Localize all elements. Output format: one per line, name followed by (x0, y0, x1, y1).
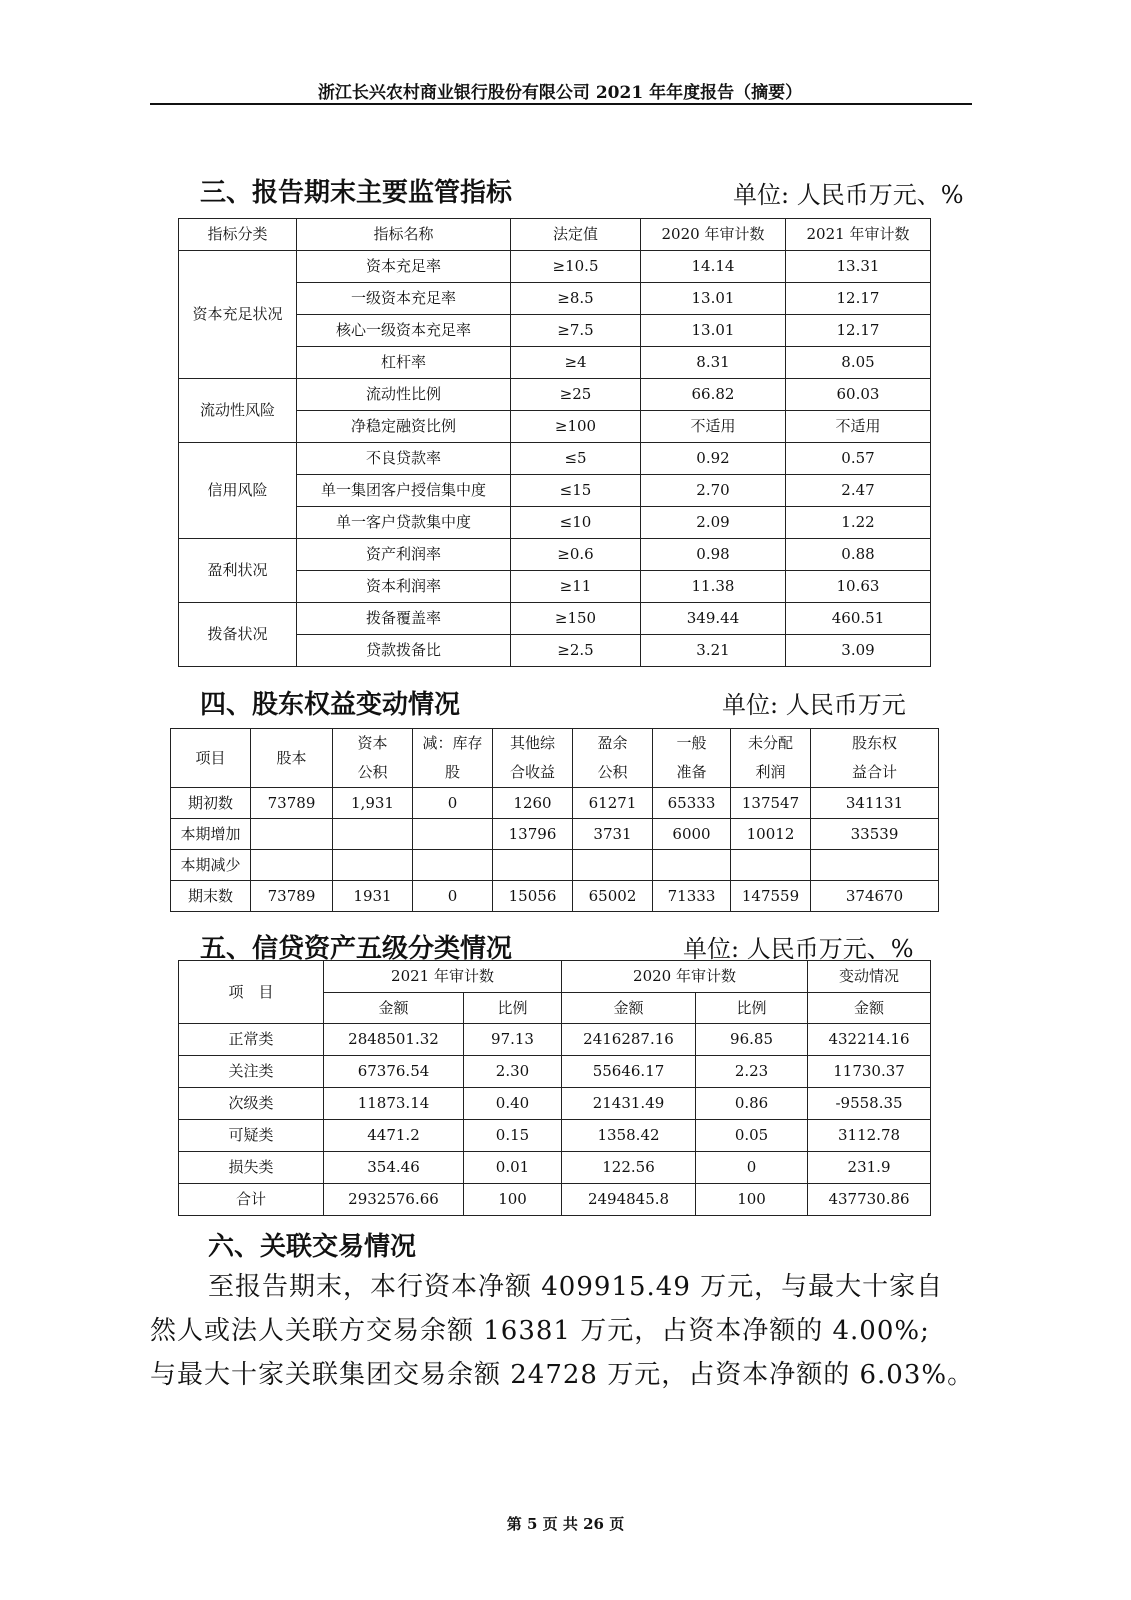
cell-y2021: 3.09 (786, 635, 931, 667)
section4-unit: 单位: 人民币万元 (722, 691, 906, 719)
column-header (171, 729, 251, 788)
row-label: 关注类 (179, 1056, 324, 1088)
table-row (171, 819, 939, 850)
column-header: 指标名称 (297, 219, 511, 251)
table-cell (731, 850, 811, 881)
column-header-line: 股本 (276, 749, 307, 767)
column-header-line: 其他综 (509, 734, 555, 752)
column-header (493, 729, 573, 788)
paragraph-line: 然人或法人关联方交易余额 16381 万元，占资本净额的 4.00%; (150, 1316, 930, 1346)
cell-legal: ≥25 (511, 379, 641, 411)
indicator-category: 信用风险 (179, 443, 297, 539)
table-cell: 55646.17 (562, 1056, 696, 1088)
paragraph-line: 至报告期末，本行资本净额 409915.49 万元，与最大十家自 (208, 1272, 944, 1302)
table-cell: 2.30 (464, 1056, 562, 1088)
table-cell: 437730.86 (808, 1184, 931, 1216)
table-cell: -9558.35 (808, 1088, 931, 1120)
table-cell (573, 850, 653, 881)
table-cell: 0.40 (464, 1088, 562, 1120)
table-cell: 2494845.8 (562, 1184, 696, 1216)
header-change-amount: 金额 (808, 993, 931, 1024)
indicator-category: 资本充足状况 (179, 251, 297, 379)
cell-y2020: 13.01 (641, 283, 786, 315)
column-header-line: 未分配 (747, 734, 793, 752)
table-cell: 0 (413, 881, 493, 912)
cell-name: 不良贷款率 (297, 443, 511, 475)
row-label: 损失类 (179, 1152, 324, 1184)
row-label: 期初数 (171, 788, 251, 819)
cell-y2021: 0.88 (786, 539, 931, 571)
table-cell: 6000 (653, 819, 731, 850)
column-header-line: 准备 (676, 763, 707, 781)
table-cell: 2848501.32 (324, 1024, 464, 1056)
column-header-line: 合收益 (509, 763, 555, 781)
table-cell: 10012 (731, 819, 811, 850)
column-header-line: 股东权 (851, 734, 897, 752)
table-cell (413, 819, 493, 850)
table-cell: 1931 (333, 881, 413, 912)
section4-title: 四、股东权益变动情况 (200, 690, 461, 720)
table-cell: 97.13 (464, 1024, 562, 1056)
cell-y2021: 12.17 (786, 283, 931, 315)
cell-name: 单一集团客户授信集中度 (297, 475, 511, 507)
table-cell: 1,931 (333, 788, 413, 819)
table-cell: 2.23 (696, 1056, 808, 1088)
table-cell: 341131 (811, 788, 939, 819)
table-cell (333, 850, 413, 881)
table-row (179, 443, 931, 475)
row-label: 本期增加 (171, 819, 251, 850)
column-header: 法定值 (511, 219, 641, 251)
cell-y2021: 8.05 (786, 347, 931, 379)
cell-y2021: 60.03 (786, 379, 931, 411)
cell-legal: ≥10.5 (511, 251, 641, 283)
section5-unit: 单位: 人民币万元、% (683, 935, 914, 963)
table-cell: 15056 (493, 881, 573, 912)
indicator-category: 流动性风险 (179, 379, 297, 443)
table-row (171, 850, 939, 881)
table-cell: 13796 (493, 819, 573, 850)
cell-y2021: 2.47 (786, 475, 931, 507)
column-header-line: 资本 (357, 734, 388, 752)
cell-name: 核心一级资本充足率 (297, 315, 511, 347)
table-row (179, 1184, 931, 1216)
header-item: 项 目 (179, 961, 324, 1024)
cell-y2020: 2.09 (641, 507, 786, 539)
table-cell: 65002 (573, 881, 653, 912)
cell-name: 一级资本充足率 (297, 283, 511, 315)
header-2020-ratio: 比例 (696, 993, 808, 1024)
cell-y2021: 1.22 (786, 507, 931, 539)
table-cell: 1358.42 (562, 1120, 696, 1152)
table-cell: 2416287.16 (562, 1024, 696, 1056)
cell-legal: ≥11 (511, 571, 641, 603)
cell-y2021: 13.31 (786, 251, 931, 283)
header-2021-audited: 2021 年审计数 (324, 961, 562, 993)
header-2021-amount: 金额 (324, 993, 464, 1024)
header-rule (150, 103, 972, 105)
table-cell (251, 850, 333, 881)
report-header-title: 浙江长兴农村商业银行股份有限公司 2021 年年度报告（摘要） (317, 83, 803, 103)
section5-title: 五、信贷资产五级分类情况 (200, 934, 513, 964)
table-cell: 354.46 (324, 1152, 464, 1184)
cell-y2020: 0.92 (641, 443, 786, 475)
table-cell: 73789 (251, 881, 333, 912)
column-header-line: 一般 (676, 734, 707, 752)
cell-legal: ≤15 (511, 475, 641, 507)
table-cell: 96.85 (696, 1024, 808, 1056)
table-cell (333, 819, 413, 850)
table-cell: 67376.54 (324, 1056, 464, 1088)
cell-y2020: 8.31 (641, 347, 786, 379)
column-header (573, 729, 653, 788)
table-cell: 4471.2 (324, 1120, 464, 1152)
table-cell: 1260 (493, 788, 573, 819)
cell-legal: ≥150 (511, 603, 641, 635)
table-row (179, 251, 931, 283)
table-cell: 0.86 (696, 1088, 808, 1120)
column-header (731, 729, 811, 788)
cell-name: 贷款拨备比 (297, 635, 511, 667)
column-header-line: 股 (444, 763, 460, 781)
table-cell (653, 850, 731, 881)
cell-y2020: 2.70 (641, 475, 786, 507)
table-cell: 0 (413, 788, 493, 819)
table-cell (493, 850, 573, 881)
column-header (333, 729, 413, 788)
cell-name: 资本利润率 (297, 571, 511, 603)
cell-y2021: 10.63 (786, 571, 931, 603)
indicator-category: 拨备状况 (179, 603, 297, 667)
table-cell: 374670 (811, 881, 939, 912)
column-header-line: 益合计 (851, 763, 897, 781)
row-label: 次级类 (179, 1088, 324, 1120)
column-header: 指标分类 (179, 219, 297, 251)
header-2021-ratio: 比例 (464, 993, 562, 1024)
cell-y2021: 12.17 (786, 315, 931, 347)
table-row (179, 539, 931, 571)
paragraph-line: 与最大十家关联集团交易余额 24728 万元，占资本净额的 6.03%。 (150, 1360, 975, 1390)
cell-y2021: 不适用 (786, 411, 931, 443)
table-cell: 61271 (573, 788, 653, 819)
column-header (413, 729, 493, 788)
cell-name: 单一客户贷款集中度 (297, 507, 511, 539)
table-cell: 65333 (653, 788, 731, 819)
cell-legal: ≤10 (511, 507, 641, 539)
table-row (171, 788, 939, 819)
cell-name: 净稳定融资比例 (297, 411, 511, 443)
cell-name: 资本充足率 (297, 251, 511, 283)
page-number: 第 5 页 共 26 页 (506, 1515, 625, 1533)
header-change: 变动情况 (808, 961, 931, 993)
table-cell: 3112.78 (808, 1120, 931, 1152)
table-cell: 0 (696, 1152, 808, 1184)
table-cell: 33539 (811, 819, 939, 850)
cell-legal: ≥8.5 (511, 283, 641, 315)
table-cell: 2932576.66 (324, 1184, 464, 1216)
table-cell (251, 819, 333, 850)
row-label: 可疑类 (179, 1120, 324, 1152)
table-cell: 122.56 (562, 1152, 696, 1184)
column-header-line: 利润 (755, 763, 786, 781)
cell-legal: ≥100 (511, 411, 641, 443)
table-row (179, 379, 931, 411)
table-cell: 21431.49 (562, 1088, 696, 1120)
row-label: 正常类 (179, 1024, 324, 1056)
cell-name: 流动性比例 (297, 379, 511, 411)
table-cell: 73789 (251, 788, 333, 819)
column-header (811, 729, 939, 788)
table-cell: 432214.16 (808, 1024, 931, 1056)
cell-legal: ≥7.5 (511, 315, 641, 347)
table-cell: 0.15 (464, 1120, 562, 1152)
cell-name: 拨备覆盖率 (297, 603, 511, 635)
column-header-line: 盈余 (597, 734, 628, 752)
cell-y2020: 66.82 (641, 379, 786, 411)
table-cell: 147559 (731, 881, 811, 912)
cell-legal: ≥2.5 (511, 635, 641, 667)
cell-y2021: 0.57 (786, 443, 931, 475)
cell-legal: ≤5 (511, 443, 641, 475)
cell-legal: ≥0.6 (511, 539, 641, 571)
cell-y2020: 14.14 (641, 251, 786, 283)
cell-y2020: 349.44 (641, 603, 786, 635)
column-header (653, 729, 731, 788)
column-header: 2021 年审计数 (786, 219, 931, 251)
table-row (171, 881, 939, 912)
cell-y2020: 11.38 (641, 571, 786, 603)
table-cell (413, 850, 493, 881)
section6-title: 六、关联交易情况 (208, 1232, 417, 1262)
cell-y2020: 0.98 (641, 539, 786, 571)
table-cell: 0.01 (464, 1152, 562, 1184)
regulatory-indicators-table (178, 218, 931, 667)
table-cell: 11873.14 (324, 1088, 464, 1120)
column-header-line: 公积 (597, 763, 628, 781)
column-header: 2020 年审计数 (641, 219, 786, 251)
column-header (251, 729, 333, 788)
cell-y2021: 460.51 (786, 603, 931, 635)
section3-unit: 单位: 人民币万元、% (733, 181, 964, 209)
table-cell: 11730.37 (808, 1056, 931, 1088)
table-row (179, 1088, 931, 1120)
row-label: 期末数 (171, 881, 251, 912)
indicator-category: 盈利状况 (179, 539, 297, 603)
table-row (179, 1120, 931, 1152)
cell-legal: ≥4 (511, 347, 641, 379)
table-cell: 100 (696, 1184, 808, 1216)
table-row (179, 603, 931, 635)
cell-y2020: 3.21 (641, 635, 786, 667)
section3-title: 三、报告期末主要监管指标 (200, 178, 513, 208)
table-row (179, 1152, 931, 1184)
equity-changes-table (170, 728, 939, 912)
table-cell: 231.9 (808, 1152, 931, 1184)
table-cell: 3731 (573, 819, 653, 850)
column-header-line: 项目 (195, 749, 226, 767)
row-label: 合计 (179, 1184, 324, 1216)
header-2020-amount: 金额 (562, 993, 696, 1024)
row-label: 本期减少 (171, 850, 251, 881)
table-cell: 137547 (731, 788, 811, 819)
column-header-line: 减：库存 (422, 734, 483, 752)
cell-y2020: 不适用 (641, 411, 786, 443)
related-transactions-paragraph (150, 1265, 980, 1397)
table-row (179, 1056, 931, 1088)
cell-name: 杠杆率 (297, 347, 511, 379)
header-2020-audited: 2020 年审计数 (562, 961, 808, 993)
table-cell: 0.05 (696, 1120, 808, 1152)
cell-name: 资产利润率 (297, 539, 511, 571)
table-cell: 100 (464, 1184, 562, 1216)
table-cell: 71333 (653, 881, 731, 912)
credit-asset-classification-table (178, 960, 931, 1216)
table-row (179, 1024, 931, 1056)
table-cell (811, 850, 939, 881)
column-header-line: 公积 (357, 763, 388, 781)
cell-y2020: 13.01 (641, 315, 786, 347)
